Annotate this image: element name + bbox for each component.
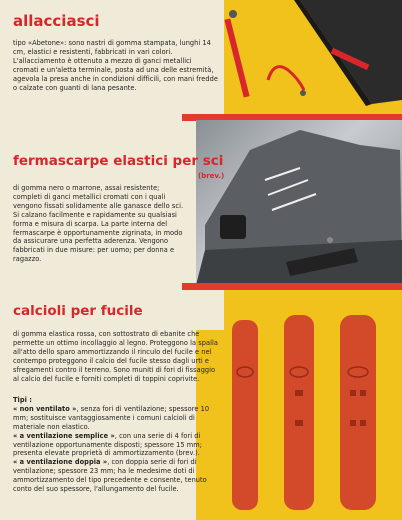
tipi-label: Tipi : bbox=[13, 396, 32, 404]
tipo-text: , con doppia serie di fori di ventilazione; spessore 23 mm; ha le medesime doti di ammortizzamento del tipo precedente e consente, tenuto conto del suo spessore, l'allungamento del fucile. bbox=[13, 458, 207, 494]
allacciasci-body: tipo «Abetone»: sono nastri di gomma stampata, lunghi 14 cm, elastici e resistenti, fabbricati in vari colori. L'allacciamento è ottenuto a mezzo di ganci metallici cromati e un'aletta terminale, posta ad una delle estremità, agevola la presa anche in condizioni difficili, con mani fredde o calzate con guanti di lana pesante. bbox=[13, 39, 218, 92]
tipo-item bbox=[13, 458, 221, 494]
tipo-text: , con una serie di 4 fori di ventilazione opportunamente disposti; spessore 15 mm; presenta elevate proprietà di ammortizzamento (brev.). bbox=[13, 431, 202, 458]
fermascarpe-body: di gomma nero o marrone, assai resistente; completi di ganci metallici cromati con i quali vengono fissati solidamente alle ganasce dello sci. Si calzano facilmente e rapidamente su qualsiasi forma e misura di scarpa. La parte interna del fermascarpe è opportunamente zigrinata, in modo da assicurare una perfetta aderenza. Vengono fabbricati in due misure: per uomo; per donna e ragazzo. bbox=[13, 184, 184, 264]
tipo-text: , senza fori di ventilazione; spessore 10 mm; sostituisce vantaggiosamente i comuni calcioli di materiale non elastico. bbox=[13, 404, 210, 431]
section-title-allacciasci: allacciasci bbox=[13, 12, 100, 30]
tipo-item bbox=[13, 432, 221, 459]
fermascarpe-brev: (brev.) bbox=[198, 172, 225, 180]
calcioli-body: di gomma elastica rossa, con sottostrato di ebanite che permette un ottimo incollaggio al legno. Proteggono la spalla all'atto dello sparo ammortizzando il rinculo del fucile e nel contempo proteggono il calcio del fucile stesso dagli urti e sfregamenti contro il terreno. Sono muniti di fori di fissaggio al calcio del fucile e forniti completi di toppini coprivite. bbox=[13, 330, 218, 383]
tipo-item bbox=[13, 405, 221, 432]
calcioli-types bbox=[13, 396, 221, 494]
tipo-name: « a ventilazione doppia » bbox=[13, 458, 108, 467]
section-title-fermascarpe: fermascarpe elastici per sci bbox=[13, 153, 224, 169]
tipo-name: « a ventilazione semplice » bbox=[13, 431, 115, 440]
tipo-name: « non ventilato » bbox=[13, 404, 77, 413]
section-title-calcioli: calcioli per fucile bbox=[13, 303, 143, 319]
